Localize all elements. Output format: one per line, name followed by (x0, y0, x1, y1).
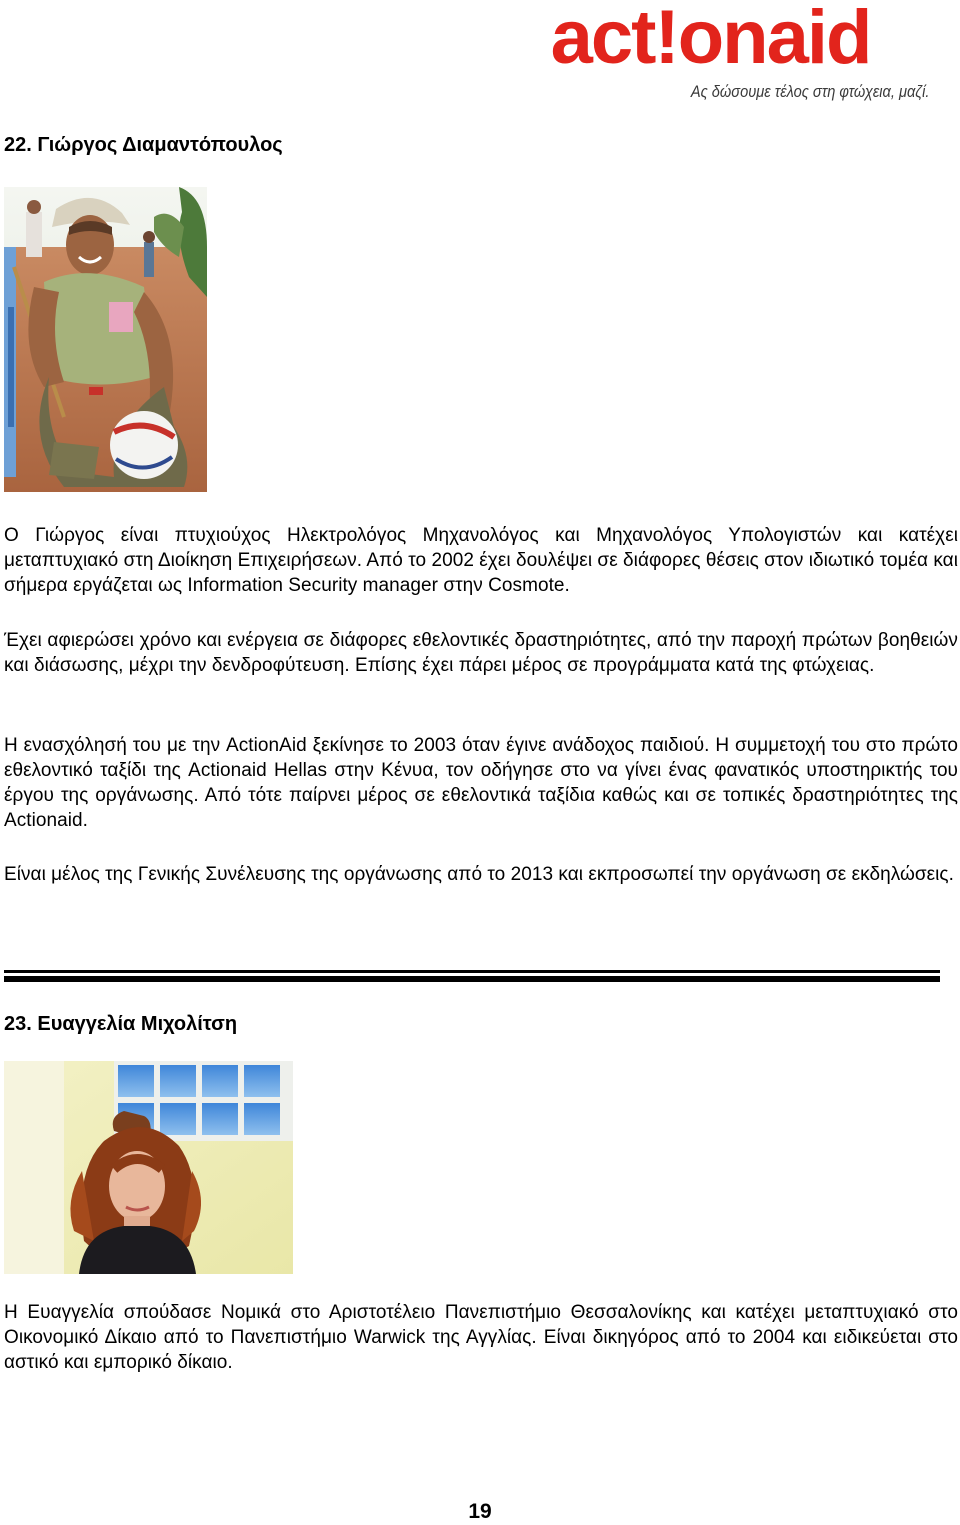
portrait-man-with-football-image (4, 187, 207, 492)
actionaid-logo (488, 0, 933, 108)
photo-giorgos (4, 187, 207, 492)
paragraph-giorgos-4: Είναι μέλος της Γενικής Συνέλευσης της οργάνωσης από το 2013 και εκπροσωπεί την οργάνωση σε εκδηλώσεις. (4, 864, 954, 885)
photo-evangelia (4, 1061, 293, 1274)
section-heading-giorgos: 22. Γιώργος Διαμαντόπουλος (4, 134, 283, 156)
logo-tagline: Ας δώσουμε τέλος στη φτώχεια, μαζί. (690, 82, 929, 101)
paragraph-evangelia-1: Η Ευαγγελία σπούδασε Νομικά στο Αριστοτέλειο Πανεπιστήμιο Θεσσαλονίκης και κατέχει μεταπτυχιακό στο Οικονομικό Δίκαιο από το Πανεπιστήμιο Warwick της Αγγλίας. Είναι δικηγόρος από το 2004 και ειδικεύεται στο αστικό και εμπορικό δίκαιο. (4, 1302, 958, 1373)
page-number: 19 (468, 1500, 492, 1523)
paragraph-giorgos-3: Η ενασχόλησή του με την ActionAid ξεκίνησε το 2003 όταν έγινε ανάδοχος παιδιού. Η συμμετοχή του στο πρώτο εθελοντικό ταξίδι της Actionaid Hellas στην Κένυα, τον οδήγησε στο να γίνει ένας φανατικός υποστηρικτής του έργου της οργάνωσης. Από τότε παίρνει μέρος σε εθελοντικά ταξίδια καθώς και σε τοπικές δραστηριότητες της Actionaid. (4, 735, 958, 831)
section-heading-evangelia: 23. Ευαγγελία Μιχολίτση (4, 1013, 238, 1035)
portrait-woman-image (4, 1061, 293, 1274)
logo-wordmark: act!onaid (550, 0, 871, 80)
paragraph-giorgos-2: Έχει αφιερώσει χρόνο και ενέργεια σε διάφορες εθελοντικές δραστηριότητες, από την παροχή πρώτων βοηθειών και διάσωσης, μέχρι την δενδροφύτευση. Επίσης έχει πάρει μέρος σε προγράμματα κατά της φτώχειας. (4, 630, 958, 676)
section-divider (4, 970, 940, 982)
paragraph-giorgos-1: Ο Γιώργος είναι πτυχιούχος Ηλεκτρολόγος Μηχανολόγος και Μηχανολόγος Υπολογιστών και κατέχει μεταπτυχιακό στη Διοίκηση Επιχειρήσεων. Από το 2002 έχει δουλέψει σε διάφορες θέσεις στον ιδιωτικό τομέα και σήμερα εργάζεται ως Information Security manager στην Cosmote. (4, 525, 958, 596)
